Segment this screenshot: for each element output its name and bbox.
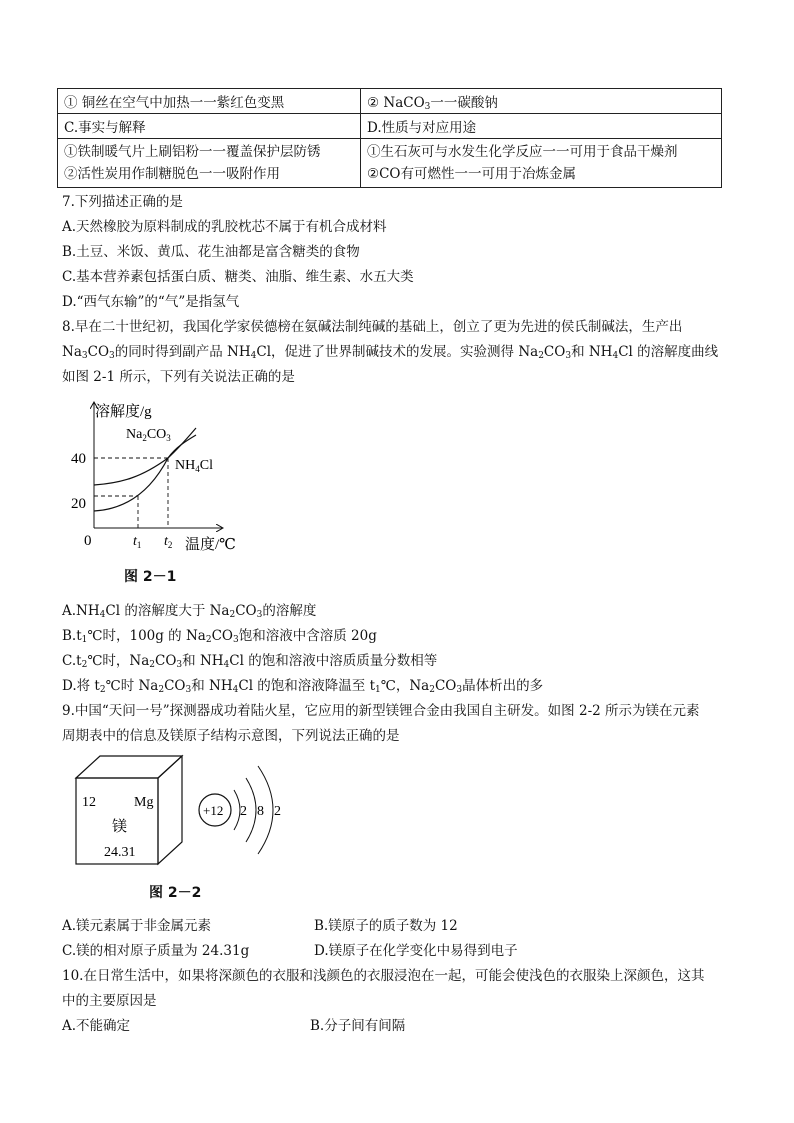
origin-label: 0 xyxy=(84,533,92,549)
electron-shell-2 xyxy=(246,778,256,842)
atomic-number: 12 xyxy=(82,795,96,810)
q8-option-a: $A.NH_4Cl$ 的溶解度大于 $Na_2CO_3$的溶解度 xyxy=(62,603,317,620)
q10-option-b: B.分子间有间隔 xyxy=(310,1018,406,1034)
table-cell xyxy=(58,114,361,139)
q8-option-c: $C.t_2℃$时，$Na_2CO_3$和 $NH_4Cl$ 的饱和溶液中溶质质量分数相等 xyxy=(62,653,438,670)
q7-option-c: C.基本营养素包括蛋白质、糖类、油脂、维生素、水五大类 xyxy=(62,269,414,285)
tick-t1: $t_1$ xyxy=(133,534,142,550)
q9-option-a: A.镁元素属于非金属元素 xyxy=(62,918,212,934)
table-cell-text: 一一碳酸钠 xyxy=(430,95,498,111)
q7-stem: 7.下列描述正确的是 xyxy=(62,194,183,210)
shell-3-count: 2 xyxy=(274,804,281,819)
q10-stem-line2: 中的主要原因是 xyxy=(62,993,157,1009)
na2co3-curve xyxy=(94,435,196,511)
table-cell-text: ② NaCO xyxy=(367,95,425,111)
q6-option-table xyxy=(57,88,722,188)
q9-stem-line1: 9.中国“天问一号”探测器成功着陆火星，它应用的新型镁锂合金由我国自主研发。如图 2-2 所示为镁在元素 xyxy=(62,703,700,719)
q9-stem-line2: 周期表中的信息及镁原子结构示意图，下列说法正确的是 xyxy=(62,728,400,744)
y-axis-label: 溶解度/g xyxy=(95,404,152,420)
shell-1-count: 2 xyxy=(240,804,247,819)
figure-2-2-caption: 图 2－2 xyxy=(149,885,202,901)
q8-option-d: D.将 $t_2℃$时 $Na_2CO_3$和 $NH_4Cl$ 的饱和溶液降温至 $t_1℃$，$Na_2CO_3$晶体析出的多 xyxy=(62,678,544,695)
table-cell-text: ①生石灰可与水发生化学反应一一可用于食品干燥剂 xyxy=(367,144,678,160)
q9-option-b: B.镁原子的质子数为 12 xyxy=(314,918,458,934)
q7-option-a: A.天然橡胶为原料制成的乳胶枕芯不属于有机合成材料 xyxy=(62,219,387,235)
q10-stem-line1: 10.在日常生活中，如果将深颜色的衣服和浅颜色的衣服浸泡在一起，可能会使浅色的衣服染上深颜色，这其 xyxy=(62,968,705,984)
legend-nh4cl: $NH_4Cl$ xyxy=(175,458,213,474)
table-cell xyxy=(58,89,361,114)
figure-2-1-caption: 图 2－1 xyxy=(124,569,177,585)
nucleus-charge: +12 xyxy=(203,803,224,818)
element-name: 镁 xyxy=(112,819,128,835)
legend-na2co3: $Na_2CO_3$ xyxy=(126,427,171,443)
table-cell-text: ②CO有可燃性一一可用于冶炼金属 xyxy=(367,166,576,182)
subscript: 3 xyxy=(424,102,431,112)
q9-option-d: D.镁原子在化学变化中易得到电子 xyxy=(314,943,518,959)
q10-option-a: A.不能确定 xyxy=(62,1018,131,1034)
shell-2-count: 8 xyxy=(257,804,264,819)
tick-20: 20 xyxy=(71,496,86,512)
q7-option-b: B.土豆、米饭、黄瓜、花生油都是富含糖类的食物 xyxy=(62,244,360,260)
option-d-header: D.性质与对应用途 xyxy=(367,120,477,136)
table-cell xyxy=(361,89,722,114)
q8-option-b: $B.t_1℃$时，100g 的 $Na_2CO_3$饱和溶液中含溶质 20g xyxy=(62,628,377,645)
tick-40: 40 xyxy=(71,451,86,467)
q8-stem-line3: 如图 2-1 所示，下列有关说法正确的是 xyxy=(62,369,295,385)
q8-stem-line1: 8.早在二十世纪初，我国化学家侯德榜在氨碱法制纯碱的基础上，创立了更为先进的侯氏制碱法，生产出 xyxy=(62,319,683,335)
option-c-header: C.事实与解释 xyxy=(64,120,146,136)
table-cell-text: ①铁制暖气片上刷铝粉一一覆盖保护层防锈 xyxy=(64,144,321,160)
q7-option-d: D.“西气东输”的“气”是指氢气 xyxy=(62,294,240,310)
magnesium-figure xyxy=(62,748,302,873)
table-cell xyxy=(58,139,361,188)
element-symbol: Mg xyxy=(134,795,154,810)
q8-stem-line2: $Na_3CO_3$的同时得到副产品 $NH_4Cl$，促进了世界制碱技术的发展。实验测得 $Na_2CO_3$和 $NH_4Cl$ 的溶解度曲线 xyxy=(62,344,719,361)
table-cell-text: ① 铜丝在空气中加热一一紫红色变黑 xyxy=(64,95,285,111)
q9-option-c: C.镁的相对原子质量为 24.31g xyxy=(62,943,250,959)
solubility-chart xyxy=(62,395,262,560)
atomic-mass: 24.31 xyxy=(104,845,136,860)
x-axis-label: 温度/℃ xyxy=(185,537,236,553)
tick-t2: $t_2$ xyxy=(164,534,173,550)
table-cell xyxy=(361,139,722,188)
table-cell-text: ②活性炭用作制糖脱色一一吸附作用 xyxy=(64,166,280,182)
table-cell xyxy=(361,114,722,139)
